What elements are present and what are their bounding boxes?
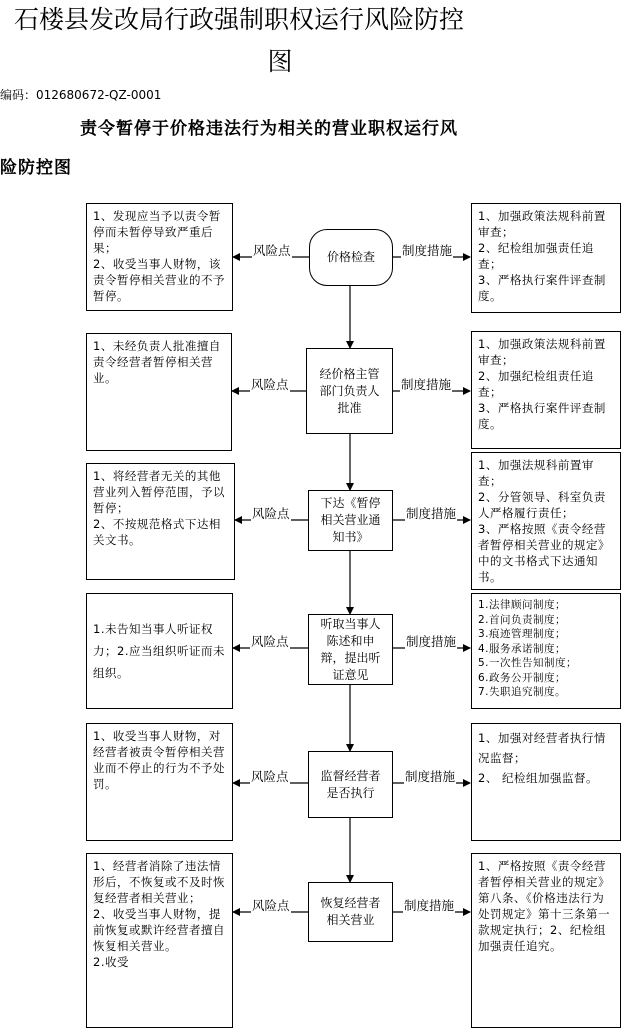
measure-box-6 — [471, 853, 621, 1028]
risk-text-2: 1、未经负责人批准擅自责令经营者暂停相关营业。 — [93, 339, 221, 385]
risk-label-3: 风险点 — [252, 506, 290, 521]
measure-text-1: 1、加强政策法规科前置审查； 2、纪检组加强责任追查； 3、严格执行案件评查制度。 — [478, 209, 606, 303]
risk-box-3 — [86, 463, 235, 580]
step-node-1 — [309, 229, 393, 286]
page-title-line1: 石楼县发改局行政强制职权运行风险防控 — [14, 5, 465, 34]
risk-label-6: 风险点 — [252, 898, 290, 913]
step-label-1: 价格检查 — [326, 250, 375, 264]
measure-label-3: 制度措施 — [406, 506, 457, 521]
step-label-4: 听取当事人陈述和申辩，提出听证意见 — [320, 616, 381, 682]
measure-box-2 — [471, 331, 621, 449]
risk-text-4: 1.未告知当事人听证权力；2.应当组织听证而未组织。 — [93, 622, 225, 680]
measure-label-4: 制度措施 — [406, 634, 457, 649]
risk-text-5: 1、收受当事人财物，对经营者被责令暂停相关营业而不停止的行为不予处罚。 — [93, 729, 225, 791]
step-label-5: 监督经营者是否执行 — [320, 768, 381, 800]
risk-text-1: 1、发现应当予以责令暂停而未暂停导致严重后果； 2、收受当事人财物，该责令暂停相关营业的不予暂停。 — [93, 209, 225, 303]
risk-box-6 — [86, 853, 233, 1028]
measure-text-5: 1、加强对经营者执行情况监督； 2、 纪检组加强监督。 — [478, 731, 606, 785]
step-label-3: 下达《暂停相关营业通知书》 — [320, 496, 381, 544]
step-label-6: 恢复经营者相关营业 — [320, 896, 381, 927]
diagram-subtitle-line1: 责令暂停于价格违法行为相关的营业职权运行风 — [80, 119, 458, 139]
measure-text-6: 1、严格按照《责令经营者暂停相关营业的规定》第八条、《价格违法行为处罚规定》第十三条第一款规定执行；2、纪检组加强责任追究。 — [478, 859, 610, 953]
measure-box-3 — [471, 452, 621, 590]
risk-label-1: 风险点 — [253, 243, 291, 258]
measure-label-5: 制度措施 — [405, 769, 456, 784]
risk-text-6: 1、经营者消除了违法情形后，不恢复或不及时恢复经营者相关营业； 2、收受当事人财物，提前恢复或默许经营者擅自恢复相关营业。 2.收受 — [93, 859, 225, 969]
step-node-5 — [308, 751, 393, 818]
risk-label-4: 风险点 — [251, 634, 289, 649]
risk-box-5 — [86, 723, 233, 841]
measure-box-1 — [471, 203, 621, 313]
step-node-3 — [308, 490, 393, 551]
measure-box-5 — [471, 723, 621, 841]
step-label-2: 经价格主管部门负责人批准 — [319, 366, 380, 415]
document-code: 编码：012680672-QZ-0001 — [0, 88, 162, 102]
step-node-4 — [308, 614, 393, 685]
measure-text-2: 1、加强政策法规科前置审查； 2、加强纪检组责任追查； 3、严格执行案件评查制度。 — [478, 337, 606, 431]
measure-text-3: 1、加强法规科前置审查； 2、分管领导、科室负责人严格履行责任； 3、严格按照《责令经营者暂停相关营业的规定》中的文书格式下达通知书。 — [478, 458, 610, 584]
step-node-2 — [306, 348, 393, 434]
measure-label-2: 制度措施 — [401, 377, 452, 392]
page-title-line2: 图 — [267, 47, 293, 76]
measure-box-4 — [471, 593, 621, 709]
risk-label-5: 风险点 — [251, 769, 289, 784]
measure-label-1: 制度措施 — [402, 243, 453, 258]
risk-text-3: 1、将经营者无关的其他营业列入暂停范围，予以暂停； 2、不按规范格式下达相关文书。 — [93, 469, 225, 547]
risk-box-2 — [86, 333, 232, 451]
step-node-6 — [308, 882, 393, 942]
measure-text-4: 1.法律顾问制度； 2.首问负责制度； 3.痕迹管理制度； 4.服务承诺制度； 5.一次性告知制度； 6.政务公开制度； 7.失职追究制度。 — [478, 599, 578, 698]
risk-box-4 — [86, 593, 233, 709]
measure-label-6: 制度措施 — [404, 898, 455, 913]
risk-label-2: 风险点 — [251, 377, 289, 392]
risk-box-1 — [86, 203, 233, 311]
diagram-subtitle-line2: 险防控图 — [0, 158, 72, 178]
